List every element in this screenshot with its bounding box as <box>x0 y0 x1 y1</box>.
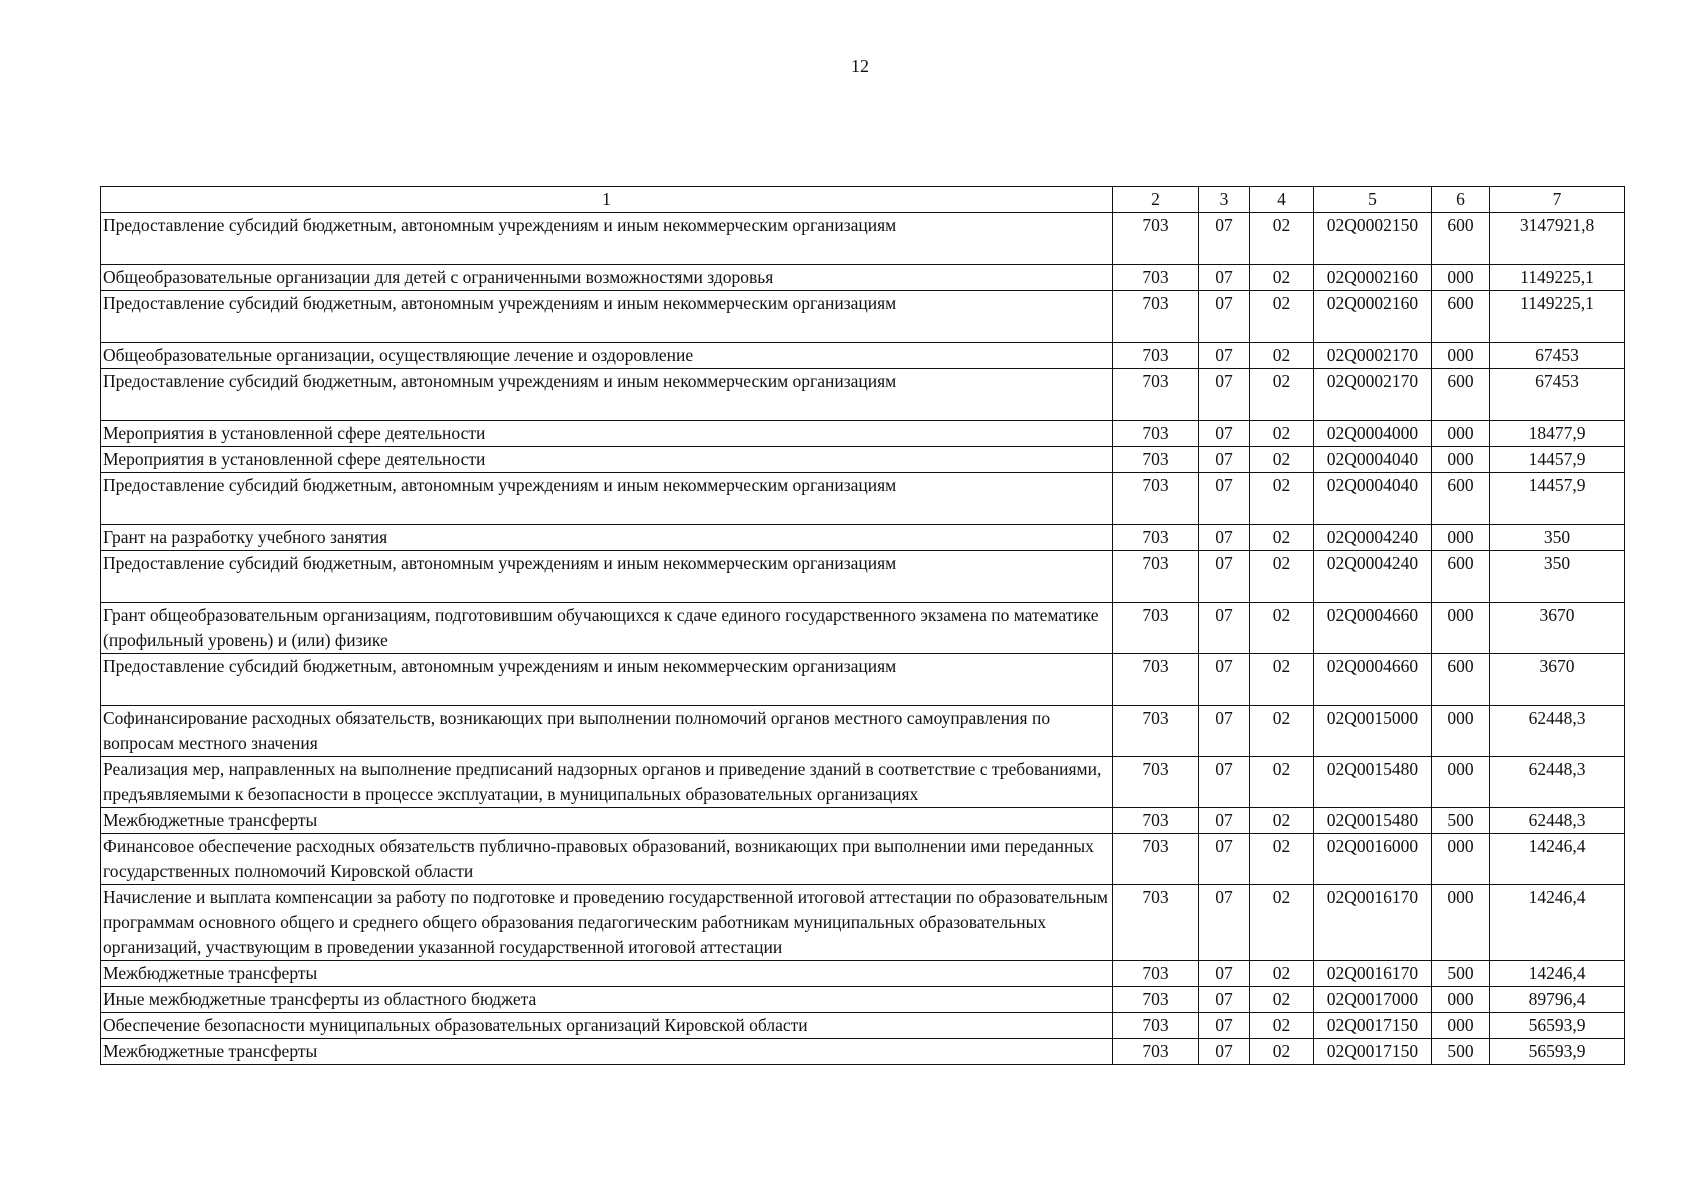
row-code-2-cell: 703 <box>1113 603 1199 654</box>
row-code-6-cell: 000 <box>1432 1013 1490 1039</box>
header-cell-4: 4 <box>1250 187 1314 213</box>
row-code-5-cell: 02Q0015000 <box>1314 706 1432 757</box>
row-code-3-cell: 07 <box>1199 1013 1250 1039</box>
row-code-5-cell: 02Q0016170 <box>1314 961 1432 987</box>
row-code-3-cell: 07 <box>1199 551 1250 603</box>
row-code-2-cell: 703 <box>1113 369 1199 421</box>
row-code-4-cell: 02 <box>1250 987 1314 1013</box>
header-cell-1: 1 <box>101 187 1113 213</box>
header-row <box>101 187 1625 213</box>
row-code-5-cell: 02Q0004240 <box>1314 525 1432 551</box>
row-name-cell: Софинансирование расходных обязательств, возникающих при выполнении полномочий органов местного самоуправления по вопросам местного значения <box>101 706 1113 757</box>
row-amount-cell: 18477,9 <box>1490 421 1625 447</box>
row-code-6-cell: 000 <box>1432 421 1490 447</box>
row-name-cell: Общеобразовательные организации для детей с ограниченными возможностями здоровья <box>101 265 1113 291</box>
row-code-6-cell: 600 <box>1432 369 1490 421</box>
row-name-cell: Обеспечение безопасности муниципальных образовательных организаций Кировской области <box>101 1013 1113 1039</box>
row-code-6-cell: 000 <box>1432 265 1490 291</box>
row-name-cell: Начисление и выплата компенсации за работу по подготовке и проведению государственной итоговой аттестации по образовательным программам основного общего и среднего общего образования педагогическим работникам муниципальных образовательных организаций, участвующим в проведении указанной государственной итоговой аттестации <box>101 885 1113 961</box>
table-row <box>101 551 1625 603</box>
row-code-6-cell: 600 <box>1432 473 1490 525</box>
row-code-5-cell: 02Q0002170 <box>1314 369 1432 421</box>
budget-table-body <box>101 187 1625 1065</box>
row-code-4-cell: 02 <box>1250 654 1314 706</box>
row-code-5-cell: 02Q0004660 <box>1314 603 1432 654</box>
row-code-4-cell: 02 <box>1250 808 1314 834</box>
row-code-3-cell: 07 <box>1199 447 1250 473</box>
row-code-2-cell: 703 <box>1113 961 1199 987</box>
row-code-2-cell: 703 <box>1113 291 1199 343</box>
row-code-6-cell: 000 <box>1432 603 1490 654</box>
row-code-6-cell: 000 <box>1432 343 1490 369</box>
table-row <box>101 757 1625 808</box>
row-amount-cell: 62448,3 <box>1490 757 1625 808</box>
row-amount-cell: 1149225,1 <box>1490 291 1625 343</box>
row-code-4-cell: 02 <box>1250 1013 1314 1039</box>
row-code-2-cell: 703 <box>1113 551 1199 603</box>
row-name-cell: Общеобразовательные организации, осуществляющие лечение и оздоровление <box>101 343 1113 369</box>
row-amount-cell: 350 <box>1490 551 1625 603</box>
row-amount-cell: 62448,3 <box>1490 808 1625 834</box>
row-name-cell: Межбюджетные трансферты <box>101 808 1113 834</box>
table-row <box>101 369 1625 421</box>
row-code-3-cell: 07 <box>1199 265 1250 291</box>
row-code-2-cell: 703 <box>1113 421 1199 447</box>
row-code-4-cell: 02 <box>1250 265 1314 291</box>
row-name-cell: Предоставление субсидий бюджетным, автономным учреждениям и иным некоммерческим организациям <box>101 291 1113 343</box>
row-code-2-cell: 703 <box>1113 213 1199 265</box>
row-code-5-cell: 02Q0004660 <box>1314 654 1432 706</box>
header-cell-7: 7 <box>1490 187 1625 213</box>
row-code-6-cell: 500 <box>1432 961 1490 987</box>
header-cell-2: 2 <box>1113 187 1199 213</box>
row-name-cell: Грант на разработку учебного занятия <box>101 525 1113 551</box>
row-code-4-cell: 02 <box>1250 473 1314 525</box>
row-amount-cell: 62448,3 <box>1490 706 1625 757</box>
row-code-4-cell: 02 <box>1250 603 1314 654</box>
row-code-4-cell: 02 <box>1250 421 1314 447</box>
row-code-5-cell: 02Q0016170 <box>1314 885 1432 961</box>
row-amount-cell: 14246,4 <box>1490 961 1625 987</box>
row-code-6-cell: 000 <box>1432 885 1490 961</box>
row-code-3-cell: 07 <box>1199 603 1250 654</box>
table-row <box>101 421 1625 447</box>
header-cell-3: 3 <box>1199 187 1250 213</box>
row-code-6-cell: 000 <box>1432 447 1490 473</box>
table-row <box>101 987 1625 1013</box>
page-number: 12 <box>851 56 869 76</box>
table-row <box>101 213 1625 265</box>
row-code-3-cell: 07 <box>1199 885 1250 961</box>
table-row <box>101 291 1625 343</box>
row-amount-cell: 14457,9 <box>1490 473 1625 525</box>
row-code-5-cell: 02Q0017150 <box>1314 1039 1432 1065</box>
table-row <box>101 473 1625 525</box>
row-code-4-cell: 02 <box>1250 525 1314 551</box>
row-code-5-cell: 02Q0002170 <box>1314 343 1432 369</box>
row-name-cell: Предоставление субсидий бюджетным, автономным учреждениям и иным некоммерческим организациям <box>101 551 1113 603</box>
row-name-cell: Предоставление субсидий бюджетным, автономным учреждениям и иным некоммерческим организациям <box>101 369 1113 421</box>
row-code-3-cell: 07 <box>1199 473 1250 525</box>
row-name-cell: Межбюджетные трансферты <box>101 1039 1113 1065</box>
row-name-cell: Иные межбюджетные трансферты из областного бюджета <box>101 987 1113 1013</box>
row-amount-cell: 67453 <box>1490 343 1625 369</box>
row-code-3-cell: 07 <box>1199 369 1250 421</box>
row-code-5-cell: 02Q0002160 <box>1314 291 1432 343</box>
row-name-cell: Предоставление субсидий бюджетным, автономным учреждениям и иным некоммерческим организациям <box>101 213 1113 265</box>
row-code-2-cell: 703 <box>1113 706 1199 757</box>
table-row <box>101 603 1625 654</box>
row-code-6-cell: 500 <box>1432 808 1490 834</box>
row-amount-cell: 1149225,1 <box>1490 265 1625 291</box>
table-row <box>101 525 1625 551</box>
row-code-4-cell: 02 <box>1250 551 1314 603</box>
row-code-5-cell: 02Q0015480 <box>1314 757 1432 808</box>
row-name-cell: Грант общеобразовательным организациям, подготовившим обучающихся к сдаче единого государственного экзамена по математике (профильный уровень) и (или) физике <box>101 603 1113 654</box>
row-code-4-cell: 02 <box>1250 961 1314 987</box>
row-code-6-cell: 000 <box>1432 757 1490 808</box>
row-code-6-cell: 600 <box>1432 213 1490 265</box>
row-code-6-cell: 600 <box>1432 291 1490 343</box>
row-code-5-cell: 02Q0017150 <box>1314 1013 1432 1039</box>
row-code-2-cell: 703 <box>1113 885 1199 961</box>
row-code-2-cell: 703 <box>1113 343 1199 369</box>
row-code-4-cell: 02 <box>1250 834 1314 885</box>
row-code-6-cell: 000 <box>1432 834 1490 885</box>
row-code-5-cell: 02Q0004040 <box>1314 473 1432 525</box>
row-amount-cell: 3147921,8 <box>1490 213 1625 265</box>
table-row <box>101 265 1625 291</box>
row-amount-cell: 56593,9 <box>1490 1039 1625 1065</box>
row-amount-cell: 56593,9 <box>1490 1013 1625 1039</box>
row-code-4-cell: 02 <box>1250 757 1314 808</box>
row-code-3-cell: 07 <box>1199 525 1250 551</box>
row-name-cell: Мероприятия в установленной сфере деятельности <box>101 421 1113 447</box>
row-amount-cell: 14246,4 <box>1490 834 1625 885</box>
row-code-3-cell: 07 <box>1199 291 1250 343</box>
row-code-2-cell: 703 <box>1113 834 1199 885</box>
table-row <box>101 654 1625 706</box>
row-code-3-cell: 07 <box>1199 654 1250 706</box>
row-name-cell: Предоставление субсидий бюджетным, автономным учреждениям и иным некоммерческим организациям <box>101 473 1113 525</box>
row-code-5-cell: 02Q0016000 <box>1314 834 1432 885</box>
row-code-4-cell: 02 <box>1250 369 1314 421</box>
row-code-6-cell: 500 <box>1432 1039 1490 1065</box>
row-code-2-cell: 703 <box>1113 757 1199 808</box>
row-name-cell: Финансовое обеспечение расходных обязательств публично-правовых образований, возникающих при выполнении ими переданных государственных полномочий Кировской области <box>101 834 1113 885</box>
row-code-3-cell: 07 <box>1199 706 1250 757</box>
row-code-3-cell: 07 <box>1199 1039 1250 1065</box>
row-code-2-cell: 703 <box>1113 1013 1199 1039</box>
table-row <box>101 706 1625 757</box>
table-row <box>101 447 1625 473</box>
row-name-cell: Мероприятия в установленной сфере деятельности <box>101 447 1113 473</box>
row-code-5-cell: 02Q0017000 <box>1314 987 1432 1013</box>
table-row <box>101 808 1625 834</box>
row-code-3-cell: 07 <box>1199 757 1250 808</box>
row-code-4-cell: 02 <box>1250 1039 1314 1065</box>
row-code-6-cell: 600 <box>1432 551 1490 603</box>
table-row <box>101 343 1625 369</box>
row-code-3-cell: 07 <box>1199 834 1250 885</box>
row-amount-cell: 89796,4 <box>1490 987 1625 1013</box>
row-code-6-cell: 000 <box>1432 987 1490 1013</box>
table-row <box>101 961 1625 987</box>
row-name-cell: Предоставление субсидий бюджетным, автономным учреждениям и иным некоммерческим организациям <box>101 654 1113 706</box>
table-row <box>101 1013 1625 1039</box>
row-code-3-cell: 07 <box>1199 421 1250 447</box>
row-code-5-cell: 02Q0004040 <box>1314 447 1432 473</box>
row-code-6-cell: 000 <box>1432 525 1490 551</box>
row-amount-cell: 14457,9 <box>1490 447 1625 473</box>
row-code-6-cell: 600 <box>1432 654 1490 706</box>
row-code-2-cell: 703 <box>1113 1039 1199 1065</box>
row-code-2-cell: 703 <box>1113 987 1199 1013</box>
table-row <box>101 834 1625 885</box>
row-code-2-cell: 703 <box>1113 654 1199 706</box>
row-amount-cell: 14246,4 <box>1490 885 1625 961</box>
row-code-3-cell: 07 <box>1199 808 1250 834</box>
row-code-5-cell: 02Q0004240 <box>1314 551 1432 603</box>
row-code-3-cell: 07 <box>1199 343 1250 369</box>
table-row <box>101 885 1625 961</box>
row-code-5-cell: 02Q0004000 <box>1314 421 1432 447</box>
row-code-2-cell: 703 <box>1113 808 1199 834</box>
table-row <box>101 1039 1625 1065</box>
row-code-5-cell: 02Q0002160 <box>1314 265 1432 291</box>
row-code-4-cell: 02 <box>1250 343 1314 369</box>
header-cell-5: 5 <box>1314 187 1432 213</box>
row-amount-cell: 3670 <box>1490 654 1625 706</box>
row-code-4-cell: 02 <box>1250 885 1314 961</box>
row-code-3-cell: 07 <box>1199 213 1250 265</box>
row-code-2-cell: 703 <box>1113 265 1199 291</box>
row-code-4-cell: 02 <box>1250 706 1314 757</box>
row-code-4-cell: 02 <box>1250 213 1314 265</box>
row-code-4-cell: 02 <box>1250 291 1314 343</box>
row-code-3-cell: 07 <box>1199 987 1250 1013</box>
row-code-2-cell: 703 <box>1113 473 1199 525</box>
row-code-2-cell: 703 <box>1113 525 1199 551</box>
row-code-5-cell: 02Q0015480 <box>1314 808 1432 834</box>
row-amount-cell: 3670 <box>1490 603 1625 654</box>
row-amount-cell: 67453 <box>1490 369 1625 421</box>
row-code-3-cell: 07 <box>1199 961 1250 987</box>
row-code-2-cell: 703 <box>1113 447 1199 473</box>
header-cell-6: 6 <box>1432 187 1490 213</box>
row-amount-cell: 350 <box>1490 525 1625 551</box>
row-code-5-cell: 02Q0002150 <box>1314 213 1432 265</box>
budget-table <box>100 186 1625 1065</box>
row-code-6-cell: 000 <box>1432 706 1490 757</box>
row-code-4-cell: 02 <box>1250 447 1314 473</box>
row-name-cell: Реализация мер, направленных на выполнение предписаний надзорных органов и приведение зданий в соответствие с требованиями, предъявляемыми к безопасности в процессе эксплуатации, в муниципальных образовательных организациях <box>101 757 1113 808</box>
row-name-cell: Межбюджетные трансферты <box>101 961 1113 987</box>
